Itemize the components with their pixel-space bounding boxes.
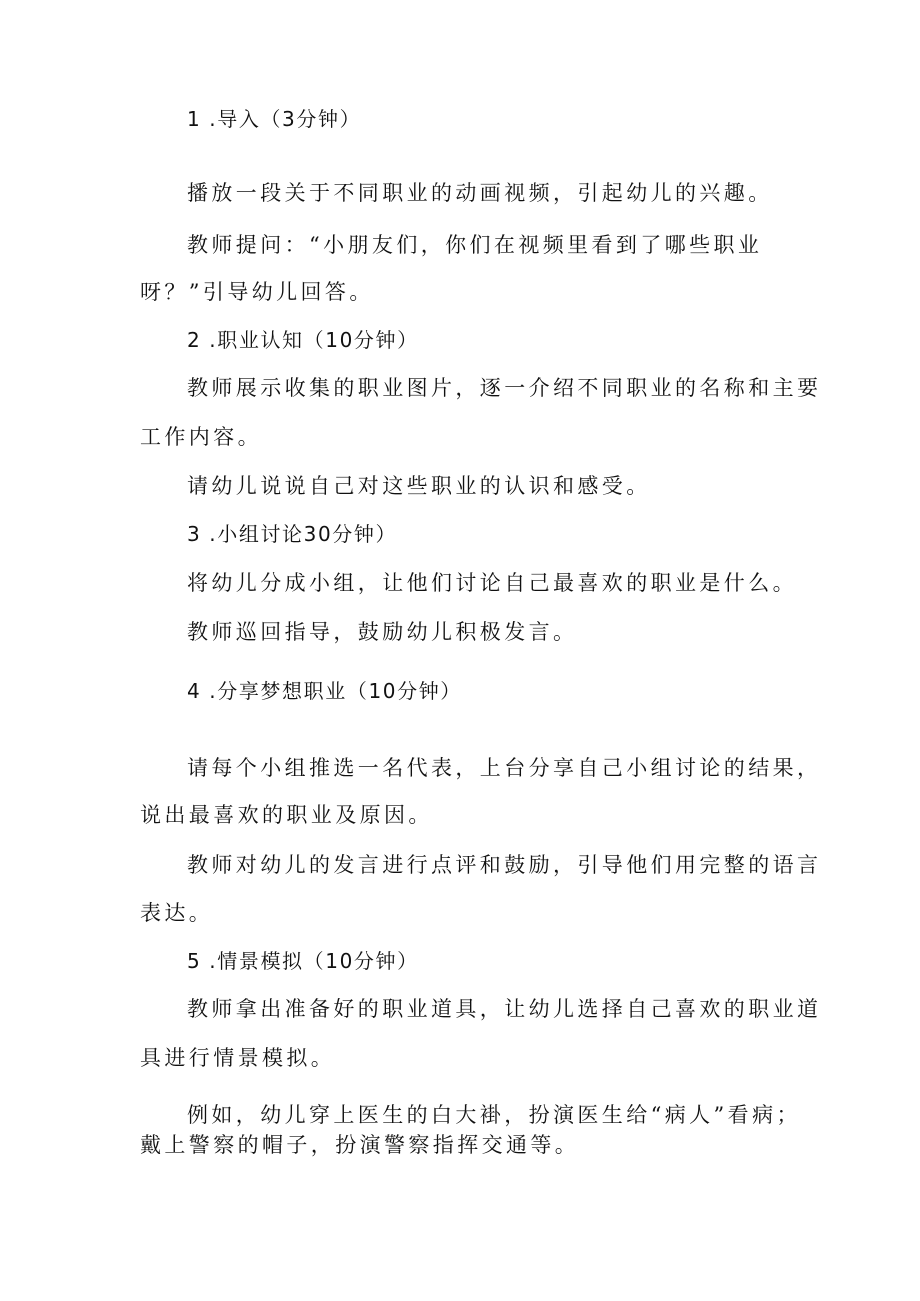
section-5-line-4: 戴上警察的帽子，扮演警察指挥交通等。	[140, 1133, 580, 1157]
section-4-line-3: 教师对幼儿的发言进行点评和鼓励，引导他们用完整的语言	[187, 853, 822, 877]
section-1-line-1: 播放一段关于不同职业的动画视频，引起幼儿的兴趣。	[187, 181, 773, 205]
section-5-line-2: 具进行情景模拟。	[140, 1046, 336, 1070]
section-4-heading: 4 .分享梦想职业（10分钟）	[187, 679, 462, 703]
section-2-line-1: 教师展示收集的职业图片，逐一介绍不同职业的名称和主要	[187, 376, 822, 400]
section-2-line-2: 工作内容。	[140, 425, 262, 449]
section-4-line-2: 说出最喜欢的职业及原因。	[140, 803, 433, 827]
section-2-line-3: 请幼儿说说自己对这些职业的认识和感受。	[187, 474, 651, 498]
section-1-heading: 1 .导入（3分钟）	[187, 107, 362, 131]
section-4-line-1: 请每个小组推选一名代表，上台分享自己小组讨论的结果，	[187, 756, 822, 780]
section-1-line-3: 呀？”引导幼儿回答。	[140, 280, 374, 304]
section-5-heading: 5 .情景模拟（10分钟）	[187, 949, 419, 973]
section-1-line-2: 教师提问：“小朋友们，你们在视频里看到了哪些职业	[187, 233, 763, 257]
section-4-line-4: 表达。	[140, 901, 214, 925]
section-5-line-3: 例如，幼儿穿上医生的白大褂，扮演医生给“病人”看病；	[187, 1103, 801, 1127]
section-2-heading: 2 .职业认知（10分钟）	[187, 328, 419, 352]
section-5-line-1: 教师拿出准备好的职业道具，让幼儿选择自己喜欢的职业道	[187, 997, 822, 1021]
section-3-line-2: 教师巡回指导，鼓励幼儿积极发言。	[187, 620, 578, 644]
section-3-heading: 3 .小组讨论30分钟）	[187, 522, 398, 546]
section-3-line-1: 将幼儿分成小组，让他们讨论自己最喜欢的职业是什么。	[187, 571, 797, 595]
